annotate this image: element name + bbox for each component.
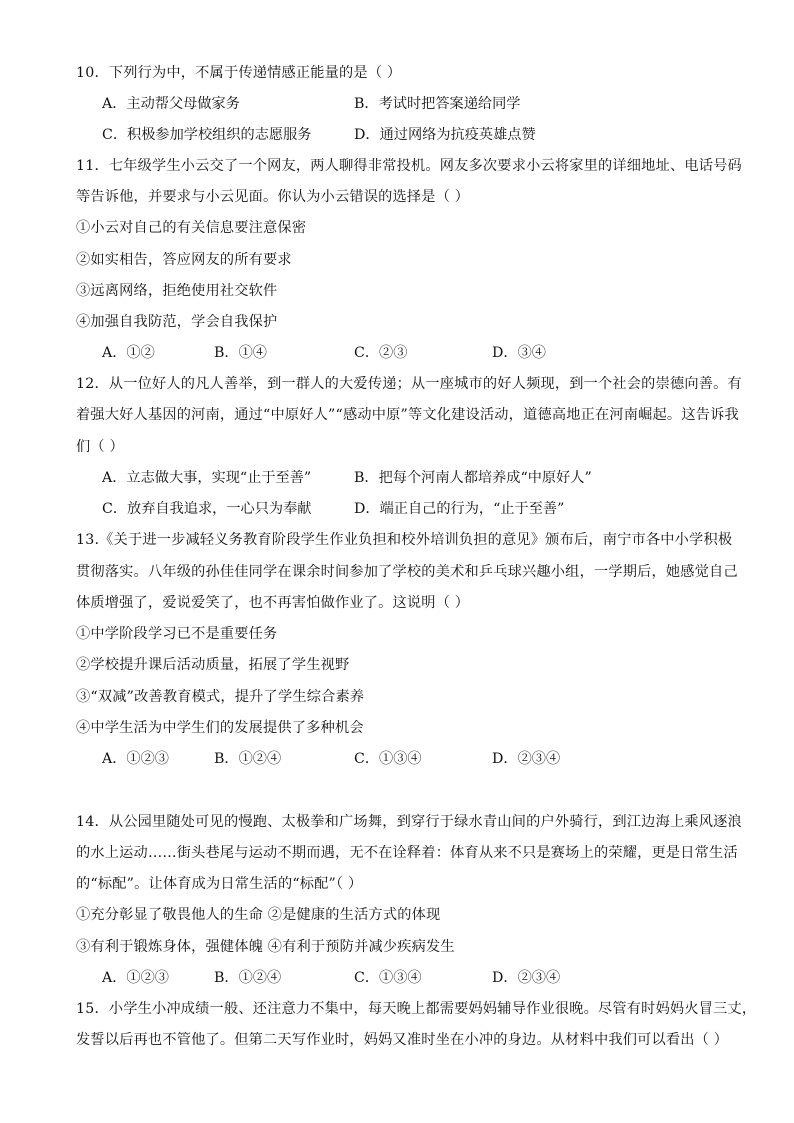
q14-stem-line2: 的水上运动……街头巷尾与运动不期而遇，无不在诠释着：体育从来不只是赛场上的荣耀，更是日常生活 bbox=[76, 845, 738, 861]
q14-stem-line1: 14．从公园里随处可见的慢跑、太极拳和广场舞，到穿行于绿水青山间的户外骑行，到江边海上乘风逐浪 bbox=[76, 814, 742, 830]
q13-option-b[interactable]: B．①②④ bbox=[214, 751, 282, 767]
q12-stem-line1: 12．从一位好人的凡人善举，到一群人的大爱传递；从一座城市的好人频现，到一个社会的崇德向善。有 bbox=[76, 376, 742, 392]
q11-option-b[interactable]: B．①④ bbox=[214, 345, 267, 361]
q14-statements-1-2: ①充分彰显了敬畏他人的生命 ②是健康的生活方式的体现 bbox=[76, 907, 441, 923]
q12-stem-line3: 们（ ） bbox=[76, 439, 124, 455]
q11-statement-3: ③远离网络，拒绝使用社交软件 bbox=[76, 283, 278, 299]
q11-option-d[interactable]: D．③④ bbox=[492, 345, 546, 361]
q13-statement-2: ②学校提升课后活动质量，拓展了学生视野 bbox=[76, 657, 350, 673]
q15-stem-line1: 15．小学生小冲成绩一般、还注意力不集中，每天晚上都需要妈妈辅导作业很晚。尽管有时妈妈火冒三丈， bbox=[76, 1001, 757, 1017]
q13-option-d[interactable]: D．②③④ bbox=[492, 751, 561, 767]
q14-option-c[interactable]: C．①③④ bbox=[354, 970, 422, 986]
q14-option-a[interactable]: A．①②③ bbox=[102, 970, 169, 986]
q10-option-b[interactable]: B．考试时把答案递给同学 bbox=[354, 96, 521, 112]
q12-stem-line2: 着强大好人基因的河南，通过“中原好人”“感动中原”等文化建设活动，道德高地正在河南崛起。这告诉我 bbox=[76, 407, 739, 423]
q11-stem-line1: 11．七年级学生小云交了一个网友，两人聊得非常投机。网友多次要求小云将家里的详细地址、电话号码 bbox=[76, 158, 742, 174]
q12-option-c[interactable]: C．放弃自我追求，一心只为奉献 bbox=[102, 501, 312, 517]
q12-option-d[interactable]: D．端正自己的行为，“止于至善” bbox=[354, 501, 565, 517]
q11-statement-4: ④加强自我防范，学会自我保护 bbox=[76, 314, 278, 330]
q12-option-b[interactable]: B．把每个河南人都培养成“中原好人” bbox=[354, 470, 592, 486]
q13-option-c[interactable]: C．①③④ bbox=[354, 751, 422, 767]
q12-option-a[interactable]: A．立志做大事，实现“止于至善” bbox=[102, 470, 312, 486]
q10-option-d[interactable]: D．通过网络为抗疫英雄点赞 bbox=[354, 127, 536, 143]
q10-option-c[interactable]: C．积极参加学校组织的志愿服务 bbox=[102, 127, 312, 143]
q11-statement-1: ①小云对自己的有关信息要注意保密 bbox=[76, 220, 307, 236]
q11-option-a[interactable]: A．①② bbox=[102, 345, 155, 361]
q13-statement-4: ④中学生活为中学生们的发展提供了多种机会 bbox=[76, 720, 364, 736]
q10-stem: 10．下列行为中，不属于传递情感正能量的是（ ） bbox=[76, 65, 402, 81]
q11-statement-2: ②如实相告，答应网友的所有要求 bbox=[76, 252, 292, 268]
q13-option-a[interactable]: A．①②③ bbox=[102, 751, 169, 767]
q10-option-a[interactable]: A．主动帮父母做家务 bbox=[102, 96, 240, 112]
q13-statement-3: ③“双减”改善教育模式，提升了学生综合素养 bbox=[76, 689, 365, 705]
q14-statements-3-4: ③有利于锻炼身体，强健体魄 ④有利于预防并减少疾病发生 bbox=[76, 939, 455, 955]
q11-stem-line2: 等告诉他，并要求与小云见面。你认为小云错误的选择是（ ） bbox=[76, 189, 470, 205]
q11-option-c[interactable]: C．②③ bbox=[354, 345, 408, 361]
q14-option-d[interactable]: D．②③④ bbox=[492, 970, 561, 986]
q13-stem-line3: 体质增强了，爱说爱笑了，也不再害怕做作业了。这说明（ ） bbox=[76, 595, 470, 611]
q14-option-b[interactable]: B．①②④ bbox=[214, 970, 282, 986]
q13-stem-line1: 13.《关于进一步减轻义务教育阶段学生作业负担和校外培训负担的意见》颁布后，南宁市各中小学积极 bbox=[76, 532, 733, 548]
q13-stem-line2: 贯彻落实。八年级的孙佳佳同学在课余时间参加了学校的美术和乒乓球兴趣小组，一学期后，她感觉自己 bbox=[76, 564, 738, 580]
q14-stem-line3: 的“标配”。让体育成为日常生活的“标配”（ ） bbox=[76, 876, 363, 892]
q15-stem-line2: 发誓以后再也不管他了。但第二天写作业时，妈妈又准时坐在小冲的身边。从材料中我们可以看出（ ） bbox=[76, 1032, 729, 1048]
q13-statement-1: ①中学阶段学习已不是重要任务 bbox=[76, 626, 278, 642]
